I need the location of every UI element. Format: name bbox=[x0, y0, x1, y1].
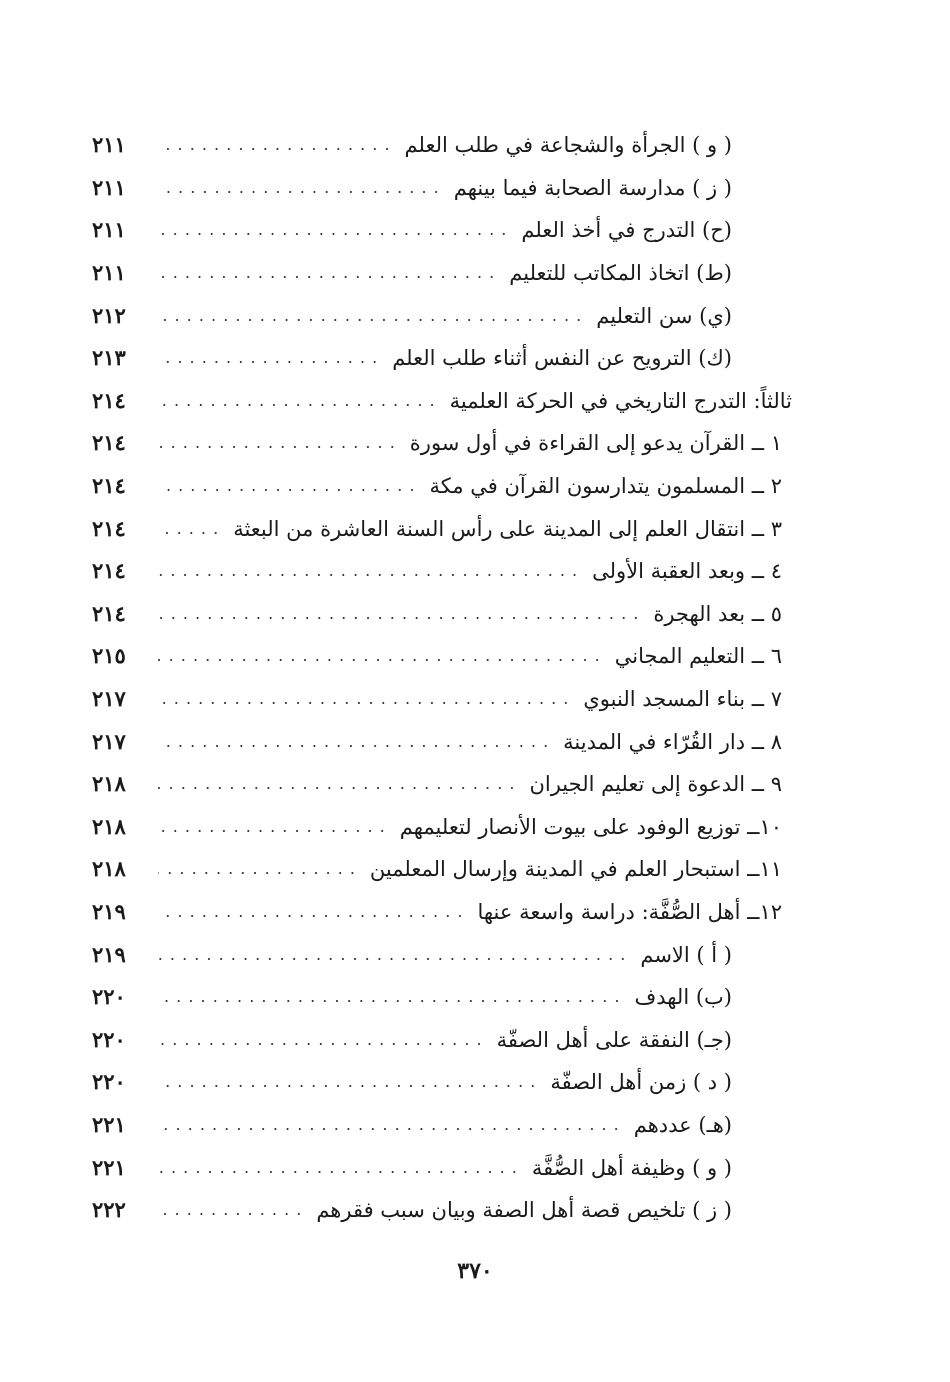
toc-entry-title: ١٢ــ أهل الصُّفَّة: دراسة واسعة عنها bbox=[477, 899, 782, 924]
toc-entry-title: ٢ ــ المسلمون يتدارسون القرآن في مكة bbox=[429, 474, 782, 499]
dot-leader bbox=[158, 721, 549, 763]
toc-entry-page-number: ٢١٤ bbox=[92, 515, 126, 541]
toc-entry-page-number: ٢١٨ bbox=[92, 856, 126, 882]
dot-leader bbox=[158, 635, 601, 677]
toc-entry-page-number: ٢١٨ bbox=[92, 813, 126, 839]
dot-leader bbox=[158, 508, 219, 550]
toc-entry-title: ١ ــ القرآن يدعو إلى القراءة في أول سورة bbox=[409, 431, 782, 456]
toc-entry bbox=[92, 294, 792, 337]
dot-leader bbox=[158, 1189, 302, 1231]
toc-entry-title: ٣ ــ انتقال العلم إلى المدينة على رأس السنة العاشرة من البعثة bbox=[233, 516, 782, 541]
toc-entry-page-number: ٢١٧ bbox=[92, 728, 126, 754]
page-number: ٣٧٠ bbox=[457, 1258, 493, 1284]
toc-entry-page-number: ٢١١ bbox=[92, 260, 126, 286]
toc-entry-page-number: ٢١٢ bbox=[92, 302, 126, 328]
dot-leader bbox=[158, 806, 386, 848]
toc-entry bbox=[92, 933, 792, 976]
toc-entry-page-number: ٢١٤ bbox=[92, 430, 126, 456]
dot-leader bbox=[158, 1061, 536, 1103]
toc-entry-title: ٧ ــ بناء المسجد النبوي bbox=[583, 687, 782, 712]
toc-entry bbox=[92, 678, 792, 721]
toc-entry bbox=[92, 1146, 792, 1189]
toc-entry bbox=[92, 1189, 792, 1232]
toc-entry-page-number: ٢٢٠ bbox=[92, 1069, 126, 1095]
toc-entry-title: ٩ ــ الدعوة إلى تعليم الجيران bbox=[529, 772, 782, 797]
toc-entry-title: ( و ) الجرأة والشجاعة في طلب العلم bbox=[404, 133, 732, 158]
toc-entry bbox=[92, 550, 792, 593]
toc-entry-title: ( د ) زمن أهل الصفّة bbox=[550, 1070, 732, 1095]
toc-entry-page-number: ٢١١ bbox=[92, 174, 126, 200]
toc-entry bbox=[92, 422, 792, 465]
toc-entry bbox=[92, 635, 792, 678]
dot-leader bbox=[158, 763, 515, 805]
toc-entry-title: (جـ) النفقة على أهل الصفّة bbox=[496, 1027, 732, 1052]
dot-leader bbox=[158, 465, 415, 507]
dot-leader bbox=[158, 295, 582, 337]
toc-entry-page-number: ٢١١ bbox=[92, 217, 126, 243]
toc-entry bbox=[92, 124, 792, 167]
toc-entry bbox=[92, 337, 792, 380]
toc-entry-page-number: ٢١٤ bbox=[92, 387, 126, 413]
toc-entry-page-number: ٢١٩ bbox=[92, 898, 126, 924]
dot-leader bbox=[158, 1104, 620, 1146]
toc-entry-title: ( و ) وظيفة أهل الصُّفَّة bbox=[531, 1155, 732, 1180]
toc-entry-page-number: ٢٢١ bbox=[92, 1154, 126, 1180]
dot-leader bbox=[158, 550, 578, 592]
dot-leader bbox=[158, 380, 436, 422]
toc-entry-page-number: ٢١٨ bbox=[92, 771, 126, 797]
toc-entry-page-number: ٢٢٠ bbox=[92, 984, 126, 1010]
toc-entry bbox=[92, 891, 792, 934]
toc-entry-page-number: ٢١٤ bbox=[92, 600, 126, 626]
toc-entry-title: ( أ ) الاسم bbox=[640, 942, 732, 967]
toc-entry-page-number: ٢١٩ bbox=[92, 941, 126, 967]
toc-entry-title: ١٠ــ توزيع الوفود على بيوت الأنصار لتعليمهم bbox=[399, 814, 782, 839]
toc-entry bbox=[92, 1061, 792, 1104]
toc-entry bbox=[92, 209, 792, 252]
toc-entry-title: ٤ ــ وبعد العقبة الأولى bbox=[592, 559, 782, 584]
toc-entry bbox=[92, 507, 792, 550]
toc-entry-title: ١١ــ استبحار العلم في المدينة وإرسال المعلمين bbox=[369, 857, 782, 882]
dot-leader bbox=[158, 848, 356, 890]
toc-entry-title: ثالثاً: التدرج التاريخي في الحركة العلمية bbox=[449, 388, 792, 413]
toc-entry-page-number: ٢٢٠ bbox=[92, 1026, 126, 1052]
dot-leader bbox=[158, 891, 463, 933]
toc-entry-title: (ح) التدرج في أخذ العلم bbox=[521, 218, 732, 243]
toc-entry-page-number: ٢١١ bbox=[92, 132, 126, 158]
dot-leader bbox=[158, 678, 569, 720]
toc-entry-page-number: ٢١٥ bbox=[92, 643, 126, 669]
toc-entry bbox=[92, 720, 792, 763]
toc-entry bbox=[92, 763, 792, 806]
toc-entry bbox=[92, 1018, 792, 1061]
toc-entry-title: (ك) الترويح عن النفس أثناء طلب العلم bbox=[392, 346, 732, 371]
toc-entry-page-number: ٢١٣ bbox=[92, 345, 126, 371]
toc-entry bbox=[92, 1104, 792, 1147]
toc-entry-title: ٨ ــ دار القُرّاء في المدينة bbox=[563, 729, 782, 754]
toc-entry-title: ٦ ــ التعليم المجاني bbox=[614, 644, 782, 669]
toc-entry-title: (ط) اتخاذ المكاتب للتعليم bbox=[509, 261, 732, 286]
dot-leader bbox=[158, 1019, 483, 1061]
toc-entry bbox=[92, 465, 792, 508]
toc-entry bbox=[92, 976, 792, 1019]
dot-leader bbox=[158, 124, 391, 166]
toc-entry-title: (ب) الهدف bbox=[634, 985, 732, 1010]
dot-leader bbox=[158, 167, 440, 209]
dot-leader bbox=[158, 593, 639, 635]
toc-entry-page-number: ٢١٤ bbox=[92, 558, 126, 584]
toc-entry-page-number: ٢١٤ bbox=[92, 473, 126, 499]
table-of-contents bbox=[92, 124, 792, 1231]
toc-entry-page-number: ٢٢٢ bbox=[92, 1197, 126, 1223]
dot-leader bbox=[158, 934, 626, 976]
dot-leader bbox=[158, 976, 620, 1018]
dot-leader bbox=[158, 337, 378, 379]
toc-entry-title: (هـ) عددهم bbox=[633, 1112, 732, 1137]
toc-entry bbox=[92, 167, 792, 210]
toc-entry-page-number: ٢١٧ bbox=[92, 686, 126, 712]
dot-leader bbox=[158, 252, 495, 294]
toc-entry bbox=[92, 380, 792, 423]
toc-entry-title: (ي) سن التعليم bbox=[596, 303, 732, 328]
toc-entry bbox=[92, 806, 792, 849]
toc-entry bbox=[92, 593, 792, 636]
dot-leader bbox=[158, 209, 507, 251]
toc-entry-title: ٥ ــ بعد الهجرة bbox=[653, 601, 782, 626]
toc-entry-page-number: ٢٢١ bbox=[92, 1111, 126, 1137]
toc-entry bbox=[92, 252, 792, 295]
toc-entry-title: ( ز ) تلخيص قصة أهل الصفة وبيان سبب فقرهم bbox=[316, 1198, 732, 1223]
toc-entry bbox=[92, 848, 792, 891]
toc-entry-title: ( ز ) مدارسة الصحابة فيما بينهم bbox=[453, 175, 732, 200]
dot-leader bbox=[158, 422, 396, 464]
dot-leader bbox=[158, 1147, 518, 1189]
